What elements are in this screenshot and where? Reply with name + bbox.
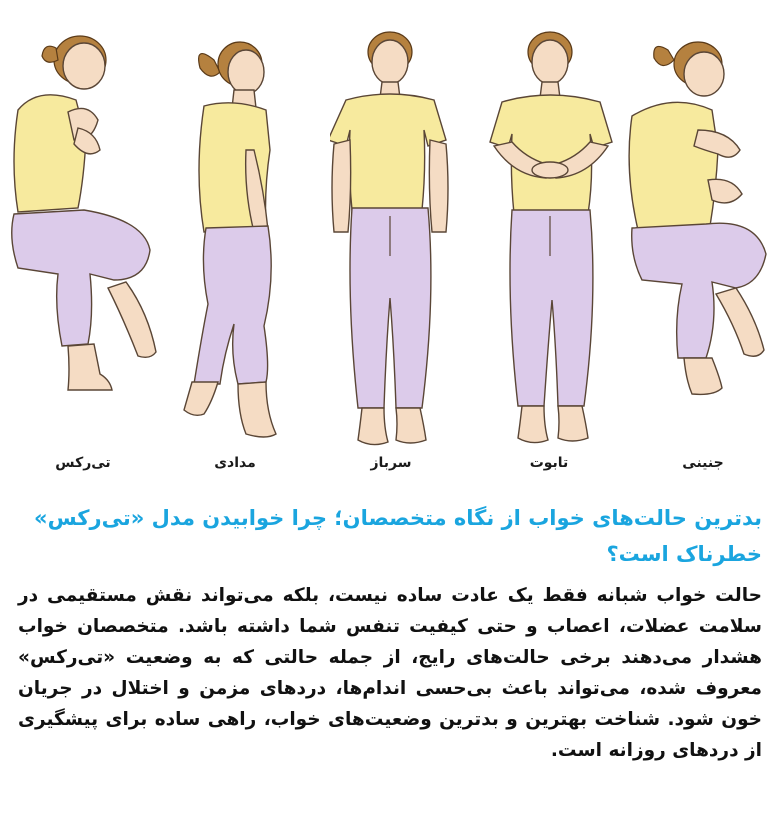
article <box>18 500 762 766</box>
pose-label-fetal: جنینی <box>682 455 724 471</box>
pose-label-soldier: سرباز <box>370 455 412 471</box>
pose-label-soldier-side: مدادی <box>214 455 256 471</box>
pose-label-coffin: تابوت <box>529 455 569 471</box>
article-body: حالت خواب شبانه فقط یک عادت ساده نیست، بلکه می‌تواند نقش مستقیمی در سلامت عضلات، اعصاب و حتی کیفیت تنفس شما داشته باشد. متخصصان خواب هشدار می‌دهند برخی حالت‌های رایج، از جمله حالتی که به وضعیت «تی‌رکس» معروف شده، می‌تواند باعث بی‌حسی اندام‌ها، دردهای مزمن و اختلال در جریان خون شود. شناخت بهترین و بدترین وضعیت‌های خواب، راهی ساده برای پیشگیری از دردهای روزانه است. <box>18 585 762 761</box>
figure-fetal <box>628 20 774 450</box>
pose-label-trex: تی‌رکس <box>55 455 111 471</box>
figure-soldier-side <box>170 20 300 450</box>
article-headline: بدترین حالت‌های خواب از نگاه متخصصان؛ چرا خوابیدن مدل «تی‌رکس» خطرناک است؟ <box>34 506 762 566</box>
figure-coffin <box>488 20 614 450</box>
figure-soldier <box>330 20 450 450</box>
figure-trex <box>8 20 158 450</box>
